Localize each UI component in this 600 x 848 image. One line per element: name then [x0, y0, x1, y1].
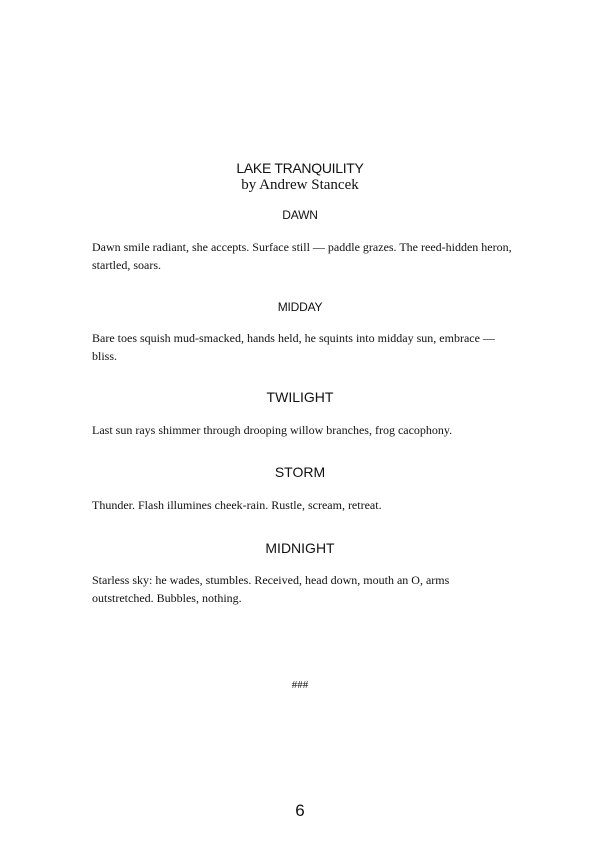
end-mark: ### — [291, 679, 309, 691]
section-heading-storm: STORM — [274, 464, 326, 480]
section-text-storm: Thunder. Flash illumines cheek-rain. Rustle, scream, retreat. — [92, 498, 382, 512]
author-byline: by Andrew Stancek — [241, 177, 359, 193]
story-title: LAKE TRANQUILITY — [236, 160, 364, 176]
section-heading-dawn: DAWN — [282, 208, 318, 222]
section-text-dawn: Dawn smile radiant, she accepts. Surface still — paddle grazes. The reed-hidden heron, startled, soars. — [92, 240, 512, 272]
section-heading-midday: MIDDAY — [277, 300, 323, 314]
section-text-twilight: Last sun rays shimmer through drooping willow branches, frog cacophony. — [92, 423, 453, 437]
section-heading-twilight: TWILIGHT — [266, 389, 334, 405]
section-text-midday: Bare toes squish mud-smacked, hands held, he squints into midday sun, embrace — bliss. — [92, 331, 495, 363]
page-number: 6 — [295, 801, 305, 820]
section-heading-midnight: MIDNIGHT — [265, 540, 335, 556]
section-text-midnight: Starless sky: he wades, stumbles. Received, head down, mouth an O, arms outstretched. Bubbles, nothing. — [92, 573, 450, 605]
